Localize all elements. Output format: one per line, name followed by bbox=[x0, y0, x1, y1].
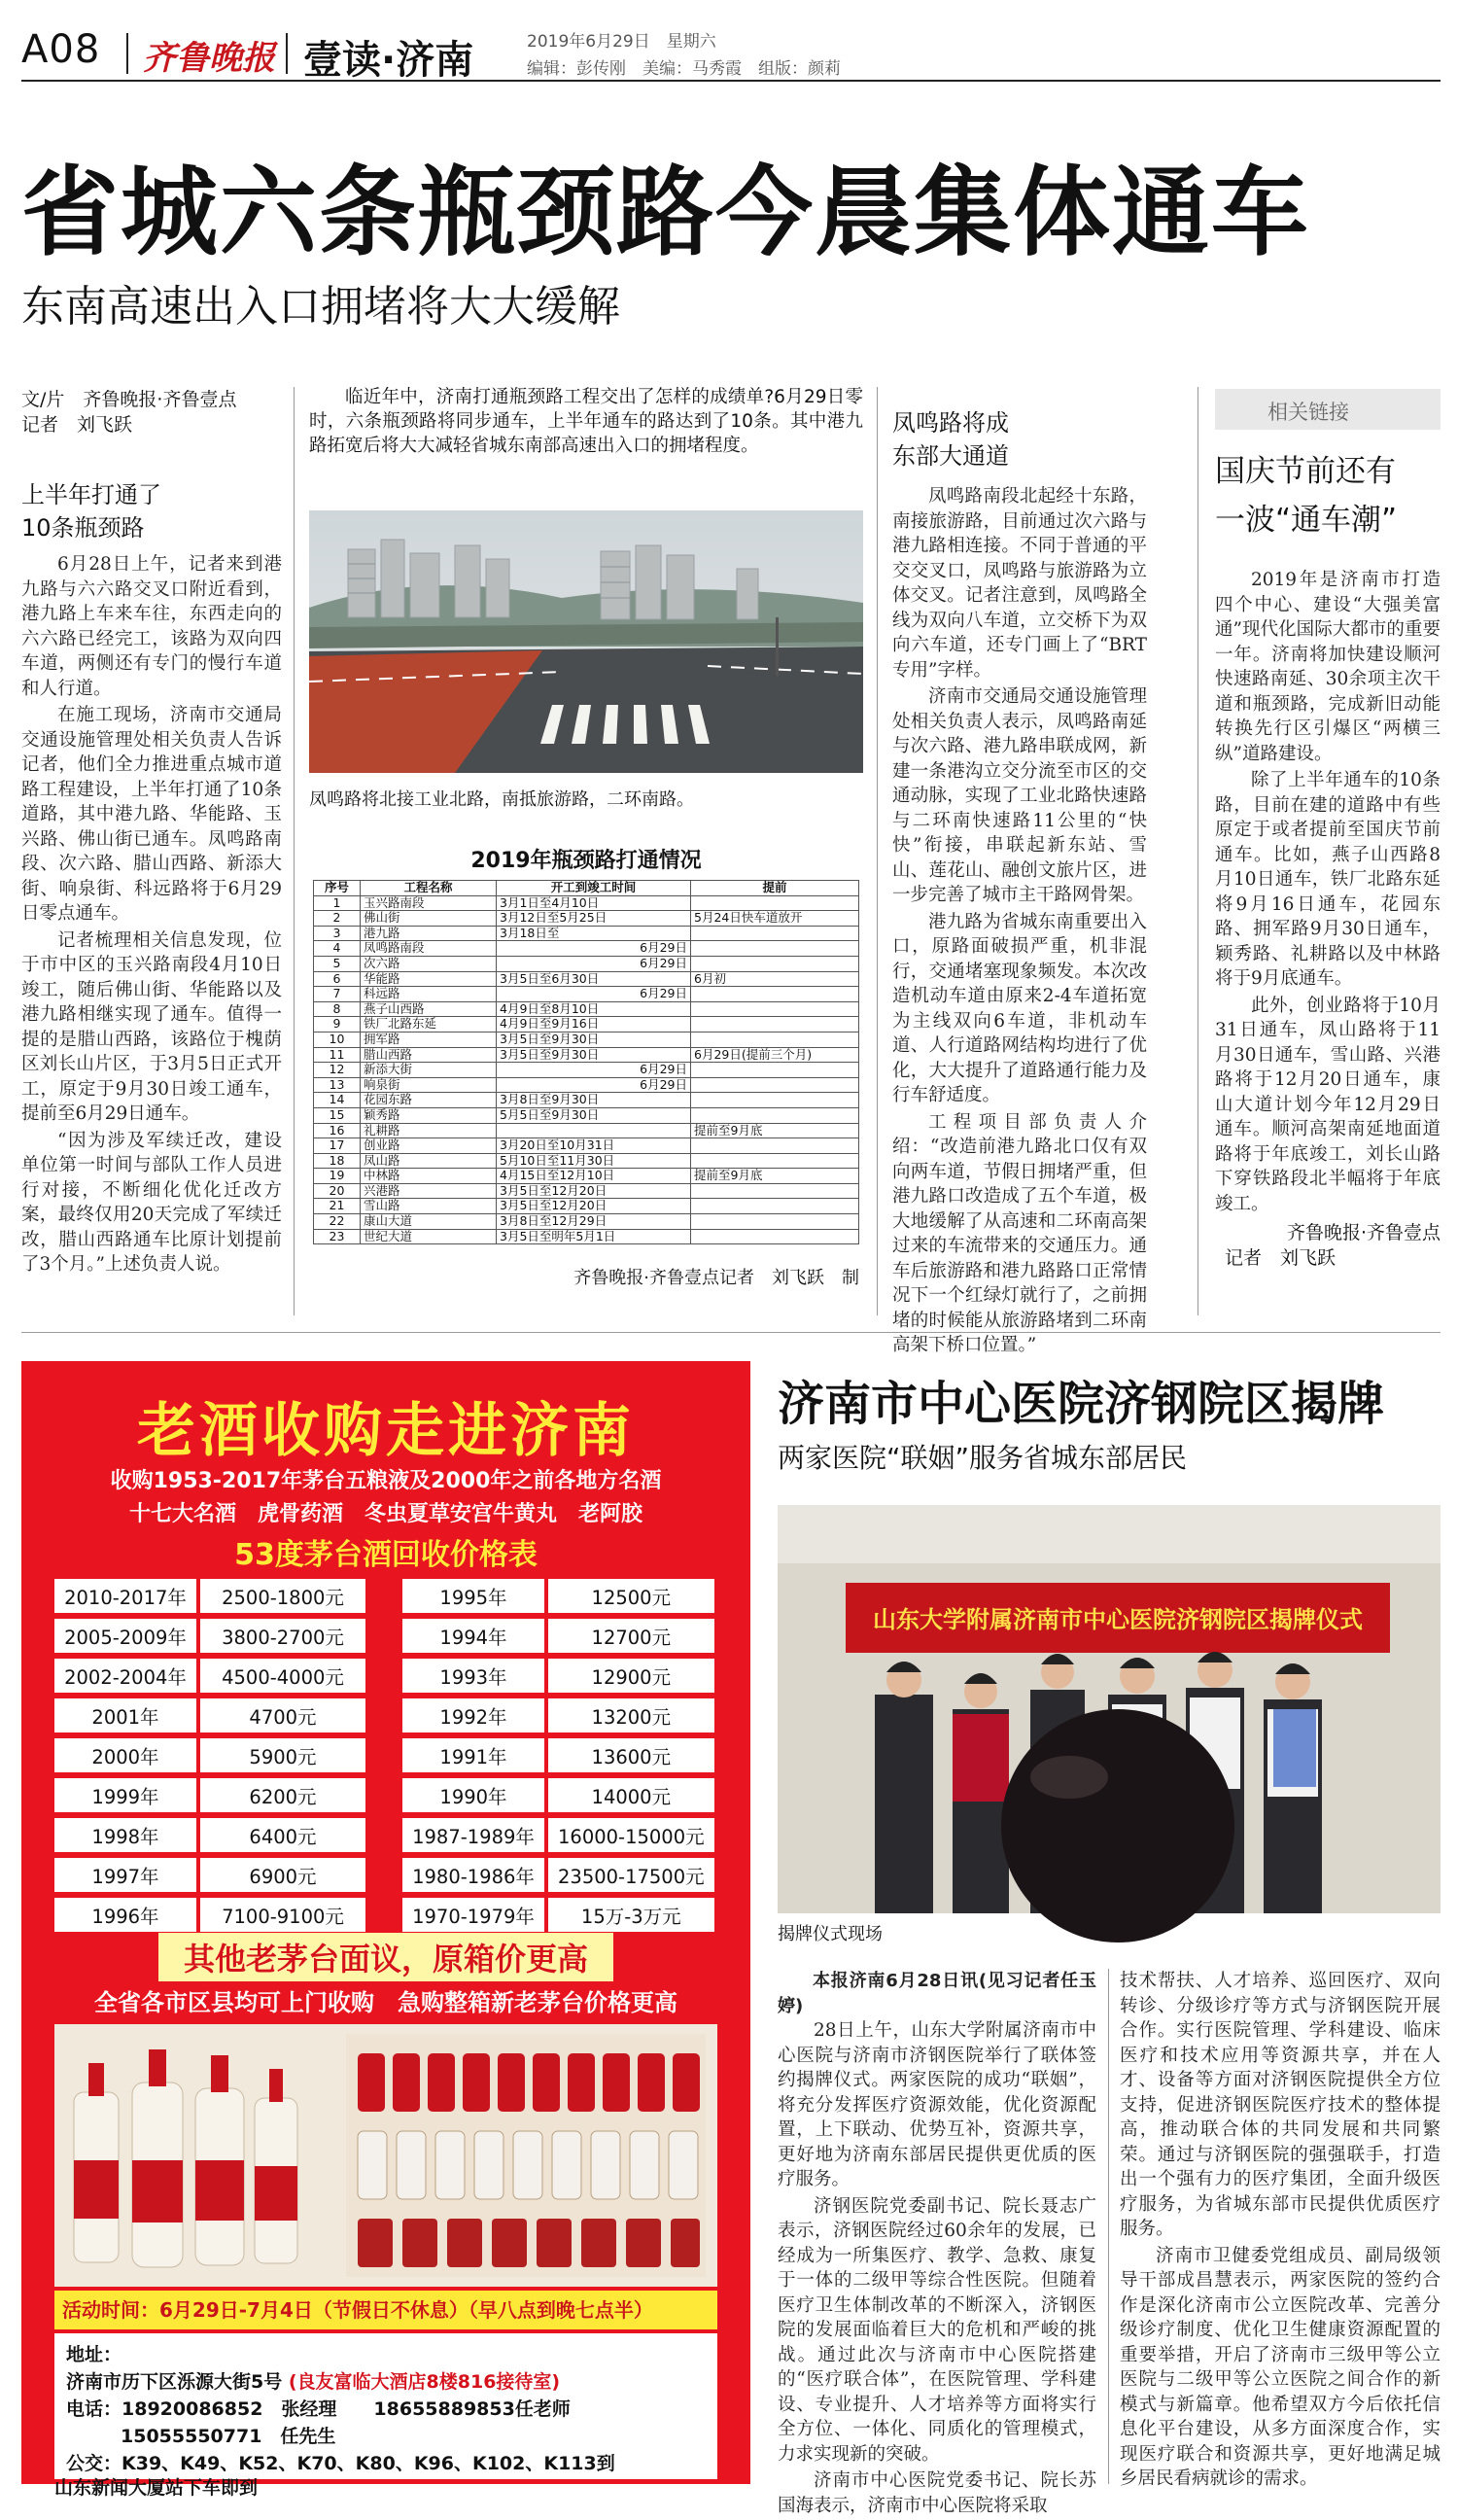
table-row bbox=[314, 1032, 859, 1047]
table-cell: 12 bbox=[314, 1063, 361, 1078]
price-value: 3800-2700元 bbox=[200, 1619, 365, 1653]
price-row bbox=[54, 1898, 365, 1932]
table-row bbox=[314, 987, 859, 1002]
price-value: 4700元 bbox=[200, 1698, 365, 1732]
ad-price-table-title: 53度茅台酒回收价格表 bbox=[234, 1538, 538, 1572]
price-row bbox=[402, 1778, 714, 1812]
table-cell bbox=[691, 1107, 859, 1123]
table-cell: 4月9日至8月10日 bbox=[497, 1001, 691, 1017]
table-cell bbox=[691, 1063, 859, 1078]
table-cell: 花园东路 bbox=[361, 1093, 497, 1108]
ad-product-photo bbox=[54, 2024, 717, 2287]
table-row bbox=[314, 1153, 859, 1169]
table-cell: 凤鸣路南段 bbox=[361, 941, 497, 957]
table-row bbox=[314, 1001, 859, 1017]
ceremony-banner: 山东大学附属济南市中心医院济钢院区揭牌仪式 bbox=[873, 1606, 1363, 1633]
price-year: 1994年 bbox=[402, 1619, 548, 1653]
table-row bbox=[314, 941, 859, 957]
section-title-1: 上半年打通了 10条瓶颈路 bbox=[21, 481, 161, 542]
table-row bbox=[314, 911, 859, 927]
related-byline: 齐鲁晚报·齐鲁壹点 记者 刘飞跃 bbox=[1225, 1222, 1441, 1269]
price-value: 16000-15000元 bbox=[548, 1818, 714, 1852]
price-value: 4500-4000元 bbox=[200, 1659, 365, 1693]
table-cell: 提前至9月底 bbox=[691, 1123, 859, 1138]
price-year: 1991年 bbox=[402, 1738, 548, 1772]
price-value: 2500-1800元 bbox=[200, 1579, 365, 1613]
related-tag: 相关链接 bbox=[1215, 389, 1441, 430]
liquor-buyback-ad bbox=[21, 1361, 750, 2484]
table-cell: 响泉街 bbox=[361, 1077, 497, 1093]
table-cell bbox=[691, 1001, 859, 1017]
road-photo-caption: 凤鸣路将北接工业北路，南抵旅游路，二环南路。 bbox=[309, 789, 694, 810]
table-credit: 齐鲁晚报·齐鲁壹点记者 刘飞跃 制 bbox=[573, 1268, 859, 1289]
table-cell: 15 bbox=[314, 1107, 361, 1123]
table-cell: 5 bbox=[314, 956, 361, 971]
table-cell: 雪山路 bbox=[361, 1199, 497, 1214]
table-cell: 6月初 bbox=[691, 971, 859, 987]
table-cell: 5月24日快车道放开 bbox=[691, 911, 859, 927]
table-row bbox=[314, 1138, 859, 1154]
table-cell bbox=[691, 1093, 859, 1108]
table-cell: 3 bbox=[314, 926, 361, 941]
table-cell: 3月12日至5月25日 bbox=[497, 911, 691, 927]
article-column-1: 6月28日上午，记者来到港九路与六六路交叉口附近看到，港九路上车来车往，东西走向的六六路已经完工，该路为双向四车道，两侧还有专门的慢行车道和人行道。 在施工现场，济南市交通局交通设施管理处相关负责人告诉记者，他们全力推进重点城市道路工程建设，上半年打通了10条道路，其中港九路、华能路、玉兴路、佛山街已通车。凤鸣路南段、次六路、腊山西路、新添大街、响泉街、科远路将于6月29日零点通车。 记者梳理相关信息发现，位于市中区的玉兴路南段4月10日竣工，随后佛山街、华能路以及港九路相继实现了通车。值得一提的是腊山西路，该路位于槐荫区刘长山片区，于3月5日正式开工，原定于9月30日竣工通车，提前至6月29日通车。 “因为涉及军续迁改，建设单位第一时间与部队工作人员进行对接，不断细化优化迁改方案，最终仅用20天完成了军续迁改，腊山西路通车比原计划提前了3个月。”上述负责人说。 bbox=[21, 554, 282, 1275]
table-row bbox=[314, 1123, 859, 1138]
table-cell: 中林路 bbox=[361, 1169, 497, 1184]
table-cell: 9 bbox=[314, 1017, 361, 1032]
table-cell bbox=[691, 941, 859, 957]
column-rule bbox=[1108, 1969, 1109, 2484]
price-year: 1999年 bbox=[54, 1778, 200, 1812]
price-year: 1980-1986年 bbox=[402, 1858, 548, 1892]
table-row bbox=[314, 1183, 859, 1199]
table-cell: 华能路 bbox=[361, 971, 497, 987]
table-cell: 10 bbox=[314, 1032, 361, 1047]
price-row bbox=[402, 1738, 714, 1772]
ad-contact-info: 地址： 济南市历下区泺源大街5号 (良友富临大酒店8楼816接待室) 电话：18920086852 张经理 18655889853任老师 15055550771 任先生 bbox=[54, 2333, 717, 2479]
ad-bus-info: 公交：K39、K49、K52、K70、K80、K96、K102、K113到 bbox=[66, 2450, 615, 2477]
table-cell: 22 bbox=[314, 1214, 361, 1230]
table-cell: 3月20日至10月31日 bbox=[497, 1138, 691, 1154]
price-value: 13200元 bbox=[548, 1698, 714, 1732]
table-cell: 新添大街 bbox=[361, 1063, 497, 1078]
ad-line-1: 收购1953-2017年茅台五粮液及2000年之前各地方名酒 bbox=[110, 1469, 662, 1493]
table-cell: 铁厂北路东延 bbox=[361, 1017, 497, 1032]
price-year: 2000年 bbox=[54, 1738, 200, 1772]
table-header: 序号 bbox=[314, 881, 361, 896]
table-cell: 康山大道 bbox=[361, 1214, 497, 1230]
table-cell: 1 bbox=[314, 895, 361, 911]
page-number: A08 bbox=[21, 27, 101, 72]
article-column-3: 凤鸣路南段北起经十东路，南接旅游路，目前通过次六路与港九路相连接。不同于普通的平交交叉口，凤鸣路与旅游路为立体交叉。记者注意到，凤鸣路全线为双向八车道，立交桥下为双向六车道，还专门画上了“BRT专用”字样。 济南市交通局交通设施管理处相关负责人表示，凤鸣路南延与次六路、港九路串联成网，新建一条港沟立交分流至市区的交通动脉，实现了工业北路快速路与二环南快速路11公里的“快快”衔接，串联起新东站、雪山、莲花山、融创文旅片区，进一步完善了城市主干路网骨架。 港九路为省城东南重要出入口，原路面破损严重，机非混行，交通堵塞现象频发。本次改造机动车道由原来2-4车道拓宽为主线双向6车道，非机动车道、人行道路网结构均进行了优化，大大提升了道路通行能力及行车舒适度。 工程项目部负责人介绍：“改造前港九路北口仅有双向两车道，节假日拥堵严重，但港九路口改造成了五个车道，极大地缓解了从高速和二环南高架过来的车流带来的交通压力。通车后旅游路和港九路路口正常情况下一个红绿灯就行了，之前拥堵的时候能从旅游路堵到二环南高架下桥口位置。” bbox=[892, 486, 1147, 1355]
price-year: 2001年 bbox=[54, 1698, 200, 1732]
table-cell: 3月8日至12月29日 bbox=[497, 1214, 691, 1230]
related-title: 国庆节前还有 一波“通车潮” bbox=[1215, 454, 1398, 538]
ad-special-offer: 其他老茅台面议，原箱价更高 bbox=[21, 1933, 750, 1981]
table-title: 2019年瓶颈路打通情况 bbox=[470, 849, 702, 873]
table-cell: 17 bbox=[314, 1138, 361, 1154]
table-cell bbox=[691, 1032, 859, 1047]
table-row bbox=[314, 1093, 859, 1108]
price-row bbox=[54, 1738, 365, 1772]
table-cell bbox=[691, 987, 859, 1002]
table-cell bbox=[691, 1077, 859, 1093]
table-cell: 5月10日至11月30日 bbox=[497, 1153, 691, 1169]
column-rule bbox=[877, 387, 878, 1315]
bottleneck-road-table bbox=[313, 844, 859, 1289]
ad-phone: 电话：18920086852 张经理 18655889853任老师 bbox=[66, 2398, 571, 2420]
table-cell: 港九路 bbox=[361, 926, 497, 941]
price-year: 1993年 bbox=[402, 1659, 548, 1693]
various-liquor-bottles bbox=[346, 2034, 706, 2277]
hospital-column-2: 技术帮扶、人才培养、巡回医疗、双向转诊、分级诊疗等方式与济钢医院开展合作。实行医院管理、学科建设、临床医疗和技术应用等资源共享，并在人才、设备等方面对济钢医院提供全方位支持，促进济钢医院医疗技术的整体提高，推动联合体的共同发展和共同繁荣。通过与济钢医院的强强联手，打造出一个强有力的医疗集团，全面升级医疗服务，为省城东部市民提供优质医疗服务。 济南市卫健委党组成员、副局级领导干部成昌慧表示，两家医院的签约合作是深化济南市公立医院改革、完善分级诊疗制度、优化卫生健康资源配置的重要举措，开启了济南市三级甲等公立医院与二级甲等公立医院之间合作的新模式与新篇章。他希望双方今后依托信息化平台建设，从多方面深度合作，实现医疗联合和资源共享，更好地满足城乡居民看病就诊的需求。 bbox=[1120, 1971, 1441, 2489]
table-cell: 20 bbox=[314, 1183, 361, 1199]
table-cell bbox=[497, 1123, 691, 1138]
table-cell: 3月5日至12月20日 bbox=[497, 1199, 691, 1214]
road-photo bbox=[309, 510, 863, 773]
table-row bbox=[314, 1169, 859, 1184]
table-cell bbox=[691, 926, 859, 941]
table-cell: 3月1日至4月10日 bbox=[497, 895, 691, 911]
table-cell bbox=[691, 1153, 859, 1169]
road-photo-image bbox=[309, 510, 863, 773]
price-row bbox=[54, 1579, 365, 1613]
table-row bbox=[314, 1214, 859, 1230]
section-name: 壹读·济南 bbox=[303, 38, 474, 83]
ceremony-photo-image bbox=[778, 1505, 1441, 1913]
ceremony-photo bbox=[778, 1505, 1441, 1913]
table-cell: 次六路 bbox=[361, 956, 497, 971]
table-cell: 礼耕路 bbox=[361, 1123, 497, 1138]
table-row bbox=[314, 1199, 859, 1214]
table-cell: 凤山路 bbox=[361, 1153, 497, 1169]
hospital-headline: 济南市中心医院济钢院区揭牌 bbox=[778, 1377, 1385, 1431]
table-cell: 11 bbox=[314, 1047, 361, 1063]
price-value: 12700元 bbox=[548, 1619, 714, 1653]
newspaper-logo: 齐鲁晚报 bbox=[143, 39, 275, 78]
ad-title: 老酒收购走进济南 bbox=[137, 1397, 635, 1465]
price-row bbox=[402, 1858, 714, 1892]
table-cell: 3月8日至9月30日 bbox=[497, 1093, 691, 1108]
table-cell: 科远路 bbox=[361, 987, 497, 1002]
ad-address: 济南市历下区泺源大街5号 bbox=[66, 2371, 283, 2393]
section-divider bbox=[21, 1332, 1441, 1333]
price-row bbox=[54, 1619, 365, 1653]
hospital-dateline: 本报济南6月28日讯(见习记者任玉婷) bbox=[778, 1971, 1096, 2016]
table-cell: 14 bbox=[314, 1093, 361, 1108]
byline: 文/片 齐鲁晚报·齐鲁壹点 记者 刘飞跃 bbox=[21, 389, 237, 436]
price-row bbox=[402, 1579, 714, 1613]
price-year: 1990年 bbox=[402, 1778, 548, 1812]
table-cell: 6月29日 bbox=[497, 941, 691, 957]
table-row bbox=[314, 895, 859, 911]
price-year: 2002-2004年 bbox=[54, 1659, 200, 1693]
price-row bbox=[402, 1698, 714, 1732]
table-row bbox=[314, 1047, 859, 1063]
table-cell: 21 bbox=[314, 1199, 361, 1214]
table-cell: 16 bbox=[314, 1123, 361, 1138]
hospital-subheadline: 两家医院“联姻”服务省城东部居民 bbox=[778, 1442, 1188, 1474]
ad-line-4: 全省各市区县均可上门收购 急购整箱新老茅台价格更高 bbox=[94, 1989, 677, 2016]
table-header: 工程名称 bbox=[361, 881, 497, 896]
table-cell: 拥军路 bbox=[361, 1032, 497, 1047]
price-value: 23500-17500元 bbox=[548, 1858, 714, 1892]
table-cell: 19 bbox=[314, 1169, 361, 1184]
ad-address-note: (良友富临大酒店8楼816接待室) bbox=[288, 2371, 561, 2393]
ad-activity-time: 活动时间：6月29日-7月4日（节假日不休息）（早八点到晚七点半） bbox=[54, 2291, 717, 2329]
price-value: 14000元 bbox=[548, 1778, 714, 1812]
table-cell: 7 bbox=[314, 987, 361, 1002]
price-value: 12500元 bbox=[548, 1579, 714, 1613]
moutai-bottles-left bbox=[74, 2049, 297, 2267]
price-value: 15万-3万元 bbox=[548, 1898, 714, 1932]
price-row bbox=[54, 1818, 365, 1852]
table-row bbox=[314, 1077, 859, 1093]
table-cell bbox=[691, 1017, 859, 1032]
lead-paragraph: 临近年中，济南打通瓶颈路工程交出了怎样的成绩单?6月29日零时，六条瓶颈路将同步通车，上半年通车的路达到了10条。其中港九路拓宽后将大大减轻省城东南部高速出入口的拥堵程度。 bbox=[309, 387, 863, 456]
header-divider bbox=[286, 33, 288, 74]
price-row bbox=[54, 1858, 365, 1892]
price-value: 6900元 bbox=[200, 1858, 365, 1892]
table-cell: 6月29日 bbox=[497, 987, 691, 1002]
price-row bbox=[402, 1619, 714, 1653]
table-row bbox=[314, 1107, 859, 1123]
table-cell: 3月5日至9月30日 bbox=[497, 1047, 691, 1063]
ad-phone-2: 15055550771 任先生 bbox=[121, 2426, 336, 2447]
price-row bbox=[402, 1898, 714, 1932]
table-cell: 23 bbox=[314, 1229, 361, 1244]
ad-bus-stop: 山东新闻大厦站下车即到 bbox=[54, 2477, 259, 2499]
table-cell: 颖秀路 bbox=[361, 1107, 497, 1123]
price-value: 6200元 bbox=[200, 1778, 365, 1812]
table-cell bbox=[691, 1183, 859, 1199]
table-cell: 2 bbox=[314, 911, 361, 927]
table-cell: 佛山街 bbox=[361, 911, 497, 927]
price-row bbox=[402, 1818, 714, 1852]
table-cell: 6月29日 bbox=[497, 1063, 691, 1078]
price-row bbox=[402, 1659, 714, 1693]
price-value: 6400元 bbox=[200, 1818, 365, 1852]
editor-credits: 编辑：彭传刚 美编：马秀霞 组版：颜莉 bbox=[527, 59, 841, 79]
table-cell: 8 bbox=[314, 1001, 361, 1017]
table-cell: 6月29日 bbox=[497, 1077, 691, 1093]
table-cell: 6月29日 bbox=[497, 956, 691, 971]
road-table bbox=[313, 880, 859, 1244]
price-year: 2005-2009年 bbox=[54, 1619, 200, 1653]
price-value: 7100-9100元 bbox=[200, 1898, 365, 1932]
table-cell: 玉兴路南段 bbox=[361, 895, 497, 911]
table-cell: 6月29日(提前三个月) bbox=[691, 1047, 859, 1063]
price-year: 1995年 bbox=[402, 1579, 548, 1613]
table-cell: 3月5日至明年5月1日 bbox=[497, 1229, 691, 1244]
table-cell: 兴港路 bbox=[361, 1183, 497, 1199]
table-row bbox=[314, 1063, 859, 1078]
price-year: 1992年 bbox=[402, 1698, 548, 1732]
table-cell bbox=[691, 1138, 859, 1154]
price-row bbox=[54, 1778, 365, 1812]
price-year: 1987-1989年 bbox=[402, 1818, 548, 1852]
section-title-2: 凤鸣路将成 东部大通道 bbox=[892, 409, 1009, 470]
column-rule bbox=[294, 387, 295, 1315]
table-cell: 4月15日至12月10日 bbox=[497, 1169, 691, 1184]
table-body bbox=[314, 895, 859, 1244]
price-value: 5900元 bbox=[200, 1738, 365, 1772]
table-cell: 4月9日至9月16日 bbox=[497, 1017, 691, 1032]
price-row bbox=[54, 1659, 365, 1693]
price-year: 1970-1979年 bbox=[402, 1898, 548, 1932]
price-row bbox=[54, 1698, 365, 1732]
table-cell: 5月5日至9月30日 bbox=[497, 1107, 691, 1123]
table-cell: 燕子山西路 bbox=[361, 1001, 497, 1017]
table-row bbox=[314, 926, 859, 941]
table-cell bbox=[691, 895, 859, 911]
ad-price-table-left bbox=[54, 1573, 365, 1938]
table-row bbox=[314, 1017, 859, 1032]
table-cell: 提前至9月底 bbox=[691, 1169, 859, 1184]
table-header-row bbox=[314, 881, 859, 896]
price-year: 1998年 bbox=[54, 1818, 200, 1852]
related-body: 2019年是济南市打造四个中心、建设“大强美富通”现代化国际大都市的重要一年。济南将加快建设顺河快速路南延、30余项主次干道和瓶颈路，完成新旧动能转换先行区引爆区“两横三纵”道路建设。 除了上半年通车的10条路，目前在建的道路中有些原定于或者提前至国庆节前通车。比如，燕子山西路8月10日通车，铁厂北路东延将9月16日通车，花园东路、拥军路9月30日通车，颖秀路、礼耕路以及中林路将于9月底通车。 此外，创业路将于10月31日通车，凤山路将于11月30日通车，雪山路、兴港路将于12月20日通车，康山大道计划今年12月29日通车。顺河高架南延地面道路将于年底竣工，刘长山路下穿铁路段北半幅将于年底竣工。 bbox=[1215, 570, 1441, 1214]
price-year: 1997年 bbox=[54, 1858, 200, 1892]
liquor-bottles-image bbox=[54, 2024, 717, 2287]
table-cell: 创业路 bbox=[361, 1138, 497, 1154]
table-cell bbox=[691, 1214, 859, 1230]
table-cell: 3月18日至 bbox=[497, 926, 691, 941]
hospital-column-1: 本报济南6月28日讯(见习记者任玉婷) 28日上午，山东大学附属济南市中心医院与济南市济钢医院举行了联体签约揭牌仪式。两家医院的成功“联姻”，将充分发挥医疗资源效能，优化资源配置，上下联动、优势互补，资源共享，更好地为济南东部居民提供更优质的医疗服务。 济钢医院党委副书记、院长聂志广表示，济钢医院经过60余年的发展，已经成为一所集医疗、教学、急救、康复于一体的二级甲等综合性医院。但随着医疗卫生体制改革的不断深入，济钢医院的发展面临着巨大的危机和严峻的挑战。通过此次与济南市中心医院搭建的“医疗联合体”，在医院管理、学科建设、专业提升、人才培养等方面将实行全方位、一体化、同质化的管理模式，力求实现新的突破。 济南市中心医院党委书记、院长苏国海表示，济南市中心医院将采取 bbox=[778, 1971, 1096, 2516]
ceremony-photo-caption: 揭牌仪式现场 bbox=[778, 1924, 883, 1944]
table-header: 开工到竣工时间 bbox=[497, 881, 691, 896]
page-header bbox=[21, 21, 1441, 82]
table-row bbox=[314, 1229, 859, 1244]
price-value: 13600元 bbox=[548, 1738, 714, 1772]
table-cell: 4 bbox=[314, 941, 361, 957]
table-cell bbox=[691, 956, 859, 971]
ad-line-2: 十七大名酒 虎骨药酒 冬虫夏草安宫牛黄丸 老阿胶 bbox=[128, 1502, 642, 1526]
ad-price-table-right bbox=[402, 1573, 714, 1938]
table-header: 提前 bbox=[691, 881, 859, 896]
main-subheadline: 东南高速出入口拥堵将大大缓解 bbox=[21, 282, 620, 332]
table-cell: 13 bbox=[314, 1077, 361, 1093]
table-cell: 6 bbox=[314, 971, 361, 987]
table-row bbox=[314, 971, 859, 987]
table-cell bbox=[691, 1199, 859, 1214]
table-cell: 腊山西路 bbox=[361, 1047, 497, 1063]
main-headline: 省城六条瓶颈路今晨集体通车 bbox=[21, 155, 1310, 269]
table-row bbox=[314, 956, 859, 971]
related-links-box bbox=[1215, 389, 1441, 1271]
table-cell: 3月5日至12月20日 bbox=[497, 1183, 691, 1199]
price-year: 1996年 bbox=[54, 1898, 200, 1932]
price-year: 2010-2017年 bbox=[54, 1579, 200, 1613]
header-divider bbox=[126, 33, 128, 74]
table-cell bbox=[691, 1229, 859, 1244]
price-value: 12900元 bbox=[548, 1659, 714, 1693]
table-cell: 3月5日至6月30日 bbox=[497, 971, 691, 987]
table-cell: 18 bbox=[314, 1153, 361, 1169]
table-cell: 3月5日至9月30日 bbox=[497, 1032, 691, 1047]
table-cell: 世纪大道 bbox=[361, 1229, 497, 1244]
issue-date: 2019年6月29日 星期六 bbox=[527, 32, 716, 52]
